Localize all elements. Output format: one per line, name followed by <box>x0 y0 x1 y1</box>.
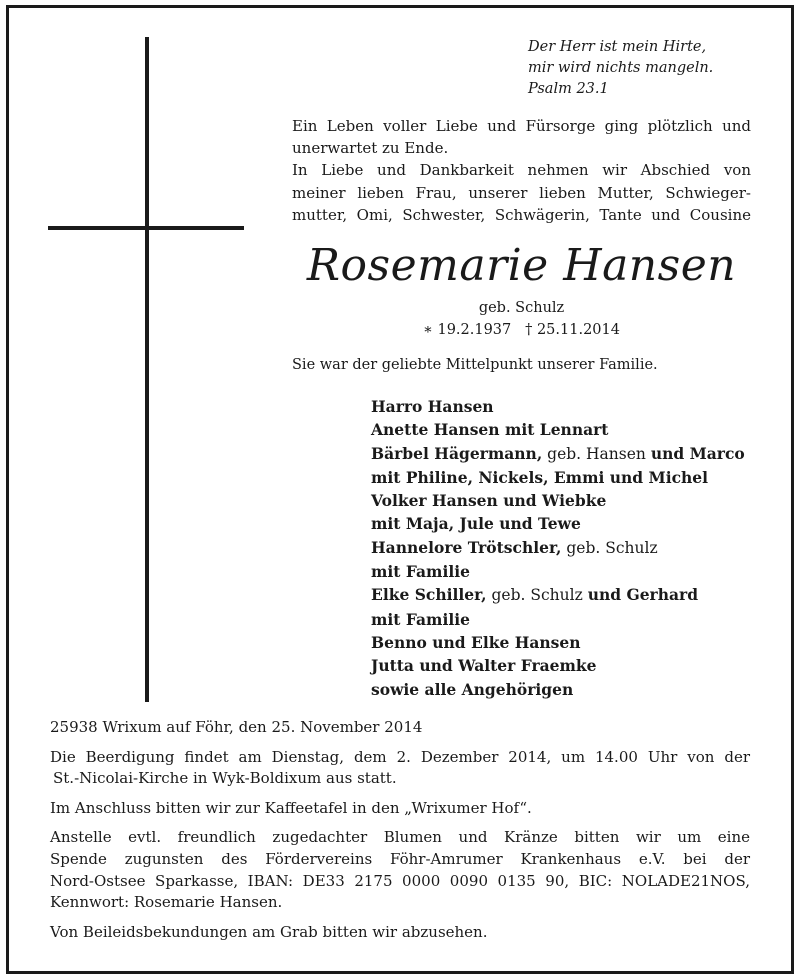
maiden-name: geb. Schulz <box>478 300 565 316</box>
condolences-note: Von Beileidsbekundungen am Grab bitten wir abzusehen. <box>50 922 488 941</box>
death-date: † 25.11.2014 <box>525 322 620 338</box>
mourner-partner: und Gerhard <box>587 585 699 605</box>
mourner-line: mit Maja, Jule und Tewe <box>371 514 581 534</box>
coffee-info: Im Anschluss bitten wir zur Kaffeetafel in den „Wrixumer Hof“. <box>50 798 532 817</box>
funeral-info-line-1: Die Beerdigung findet am Dienstag, dem 2. Dezember 2014, um 14.00 Uhr von der <box>50 747 750 766</box>
intro-line-2: unerwartet zu Ende. <box>292 139 449 158</box>
psalm-quote <box>528 37 713 100</box>
mourner-line: mit Familie <box>371 562 470 582</box>
mourner-line: Benno und Elke Hansen <box>371 632 581 652</box>
donation-line-2: Spende zugunsten des Fördervereins Föhr-Amrumer Krankenhaus e.V. bei der <box>50 849 750 868</box>
mourner-maiden-name: geb. Schulz <box>561 538 658 557</box>
donation-line-3: Nord-Ostsee Sparkasse, IBAN: DE33 2175 0000 0090 0135 90, BIC: NOLADE21NOS, <box>50 871 750 890</box>
intro-line-4: meiner lieben Frau, unserer lieben Mutter, Schwieger- <box>292 183 751 202</box>
donation-line-1: Anstelle evtl. freundlich zugedachter Blumen und Kränze bitten wir um eine <box>50 828 750 847</box>
intro-text <box>292 115 751 226</box>
mourners-list <box>371 395 745 701</box>
mourner-line: Anette Hansen mit Lennart <box>371 420 609 440</box>
mourner-name: Hannelore Trötschler, <box>371 537 562 557</box>
place-and-date: 25938 Wrixum auf Föhr, den 25. November 2014 <box>50 718 423 736</box>
intro-line-1: Ein Leben voller Liebe und Fürsorge ging plötzlich und <box>292 117 751 135</box>
mourner-maiden-name: geb. Schulz <box>486 586 588 605</box>
mourner-line <box>371 442 745 466</box>
mourner-name: Elke Schiller, <box>371 585 487 605</box>
mourner-name: Bärbel Hägermann, <box>371 443 543 463</box>
cross-vertical-bar <box>145 37 149 702</box>
birth-date: ∗ 19.2.1937 <box>423 322 512 338</box>
mourner-line <box>371 583 745 607</box>
mourner-maiden-name: geb. Hansen <box>542 444 651 463</box>
mourner-line: mit Philine, Nickels, Emmi und Michel <box>371 467 709 487</box>
intro-line-5: mutter, Omi, Schwester, Schwägerin, Tante und Cousine <box>292 205 751 224</box>
mourner-partner: und Marco <box>650 443 745 463</box>
psalm-line-2: mir wird nichts mangeln. <box>528 60 714 76</box>
mourner-line: sowie alle Angehörigen <box>371 679 574 699</box>
funeral-info-line-2: St.-Nicolai-Kirche in Wyk-Boldixum aus statt. <box>53 769 397 788</box>
mourner-line: Jutta und Walter Fraemke <box>371 656 597 676</box>
family-center-line: Sie war der geliebte Mittelpunkt unserer Familie. <box>292 357 658 373</box>
intro-line-3: In Liebe und Dankbarkeit nehmen wir Abschied von <box>292 161 751 180</box>
life-dates <box>292 320 751 340</box>
funeral-details <box>50 717 750 943</box>
donation-line-4: Kennwort: Rosemarie Hansen. <box>50 893 283 912</box>
mourner-line <box>371 536 745 560</box>
cross-horizontal-bar <box>48 226 244 230</box>
psalm-line-1: Der Herr ist mein Hirte, <box>528 39 707 55</box>
psalm-source: Psalm 23.1 <box>528 81 609 97</box>
mourner-line: mit Familie <box>371 609 470 629</box>
mourner-line: Volker Hansen und Wiebke <box>371 491 607 511</box>
mourner-line: Harro Hansen <box>371 397 494 416</box>
deceased-name: Rosemarie Hansen <box>306 240 737 291</box>
